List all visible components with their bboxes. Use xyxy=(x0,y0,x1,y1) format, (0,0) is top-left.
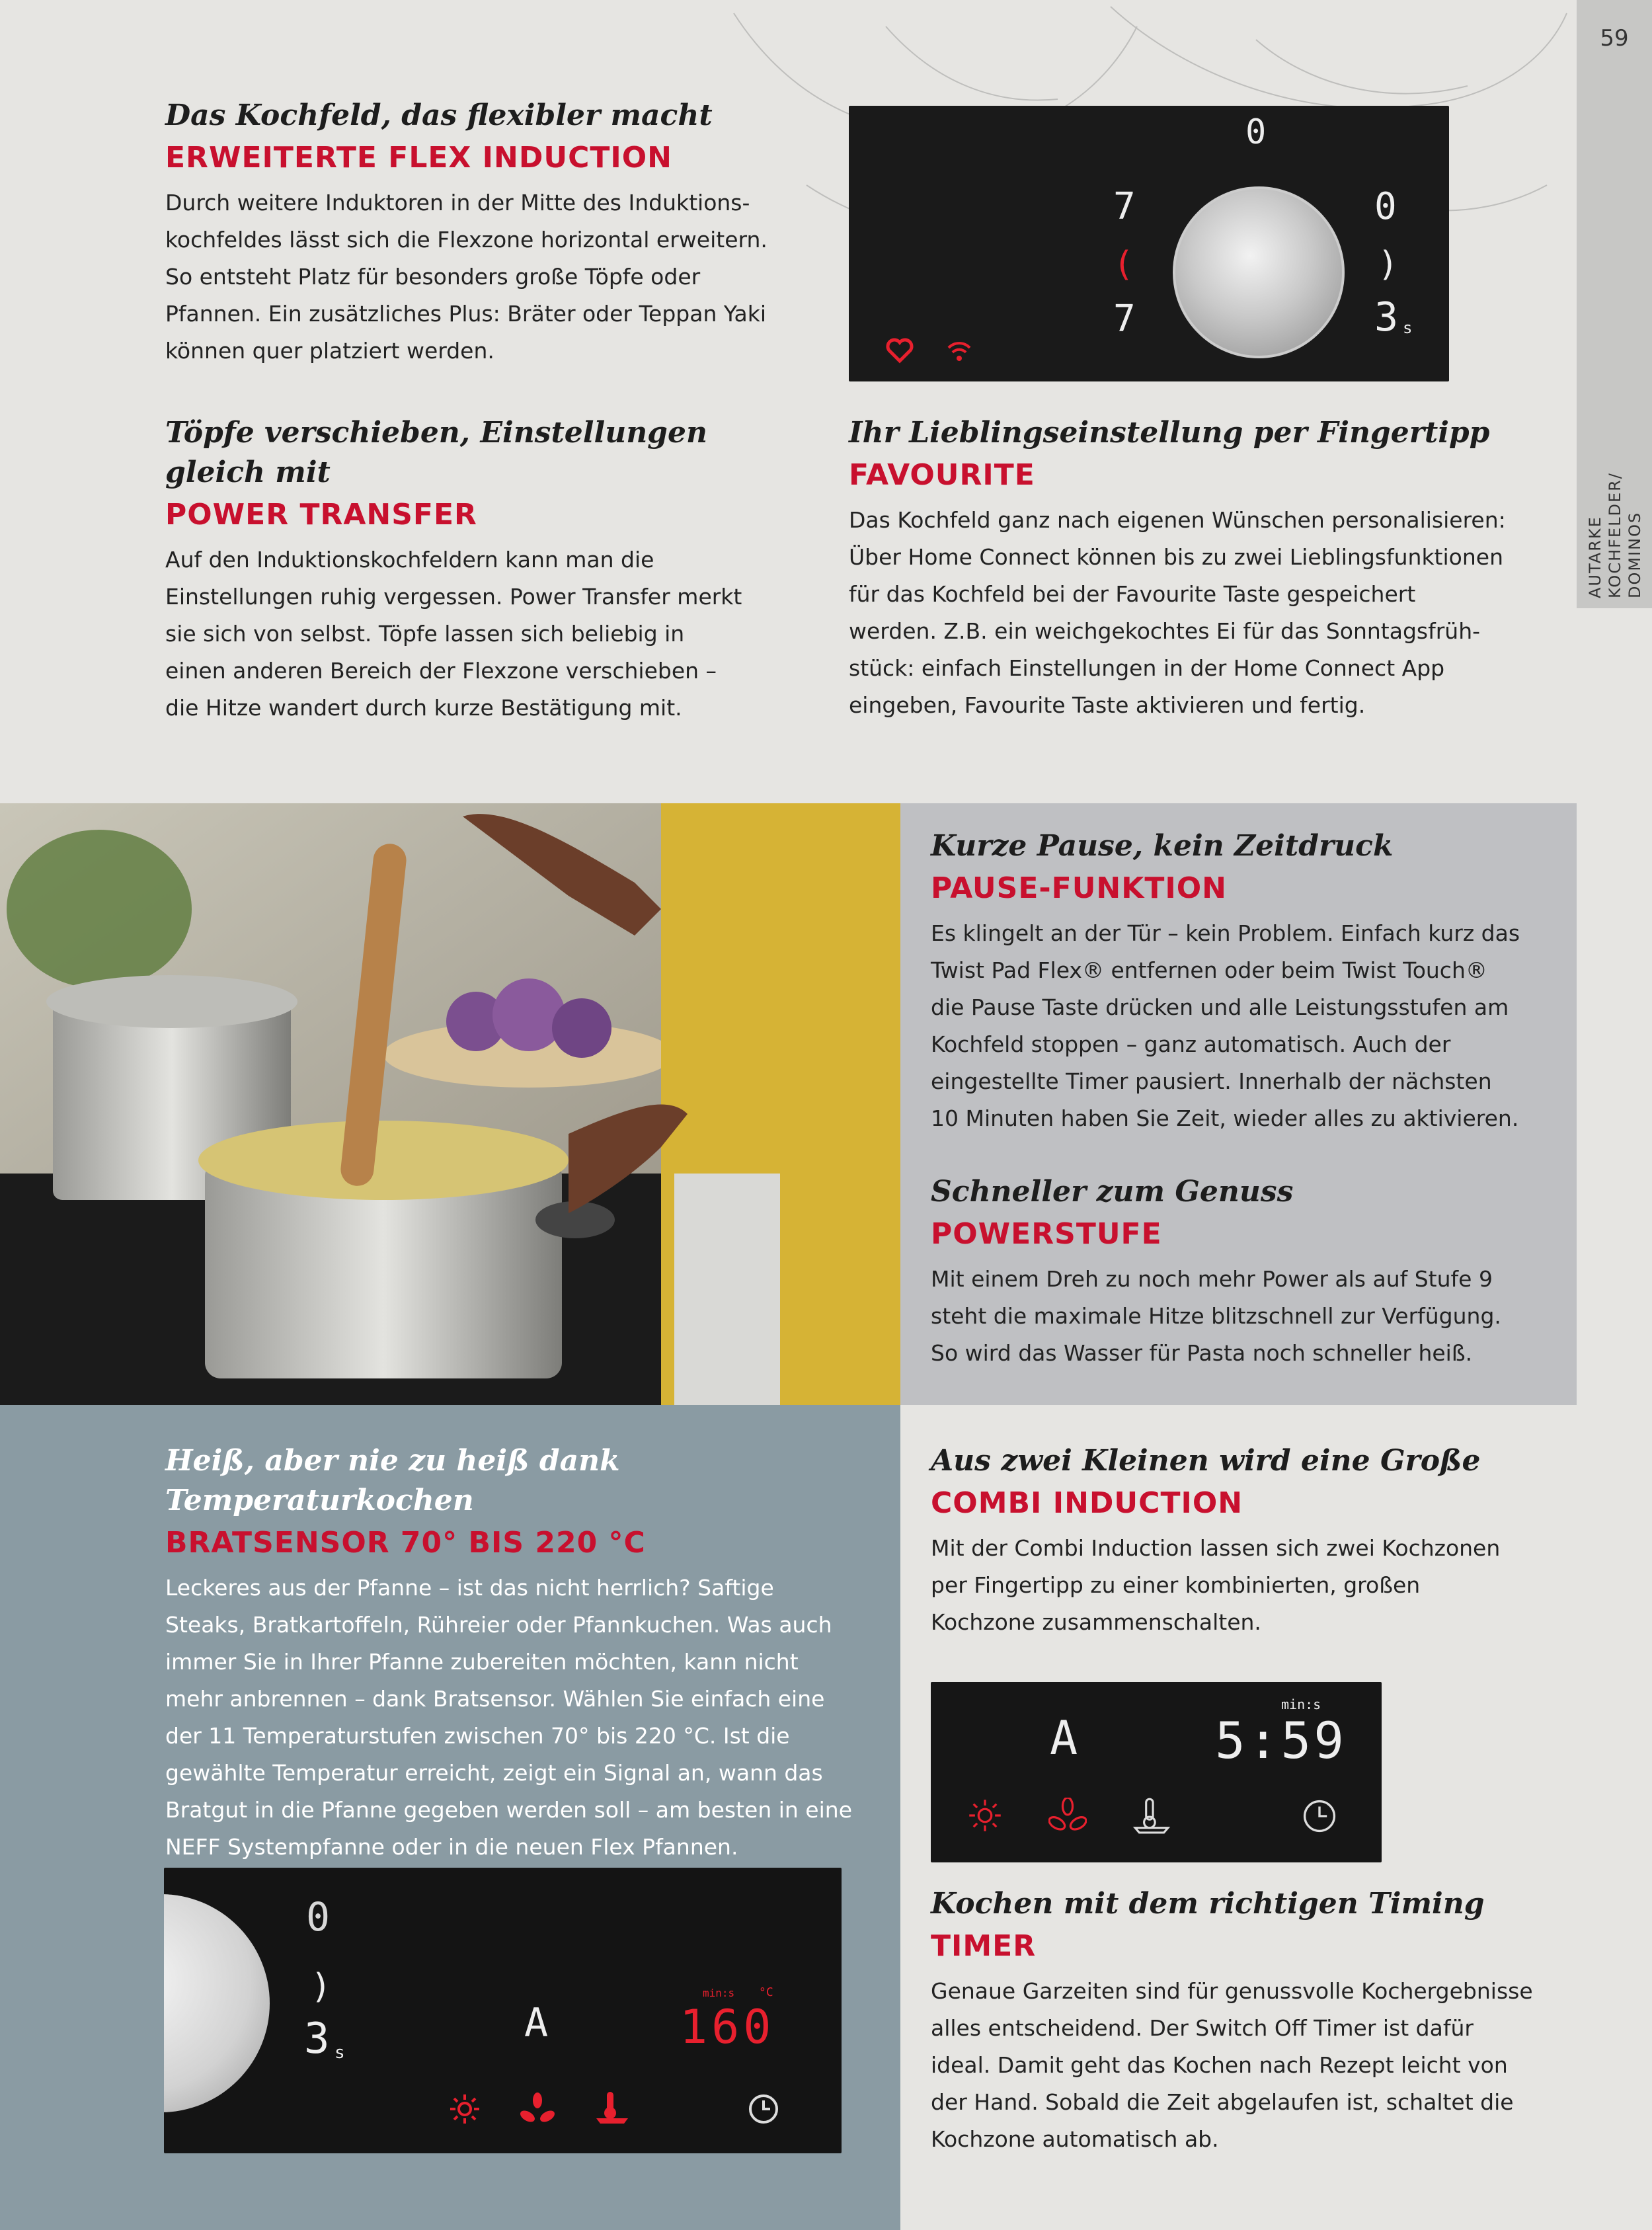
power-transfer-subtitle: Töpfe verschieben, Einstellungen gleich mit xyxy=(165,416,707,489)
powerstufe-body: Mit einem Dreh zu noch mehr Power als auf Stufe 9 steht die maximale Hitze blitzschnell zur Verfügung. So wird das Wasser für Pasta noch schneller heiß. xyxy=(931,1266,1501,1366)
bratsensor-top-digit: 0 xyxy=(306,1894,331,1940)
section-combi xyxy=(931,1441,1565,1641)
power-transfer-title: POWER TRANSFER xyxy=(165,498,477,532)
bratsensor-subtitle: Heiß, aber nie zu heiß dank Temperaturkochen xyxy=(165,1444,620,1517)
powerstufe-title: POWERSTUFE xyxy=(931,1217,1162,1251)
fan-icon xyxy=(1048,1798,1087,1833)
flex-subtitle: Das Kochfeld, das flexibler macht xyxy=(165,99,713,132)
bratsensor-display xyxy=(164,1868,842,2153)
pan-temperature-icon xyxy=(594,2089,631,2126)
section-power-transfer xyxy=(165,413,826,727)
combi-title: COMBI INDUCTION xyxy=(931,1486,1243,1520)
timer-mode: A xyxy=(1050,1711,1078,1765)
section-pause xyxy=(931,826,1565,1137)
section-bratsensor xyxy=(165,1441,886,1866)
bratsensor-body: Leckeres aus der Pfanne – ist das nicht herrlich? Saftige Steaks, Bratkartoffeln, Rühreier oder Pfannkuchen. Was auch immer Sie in Ihrer Pfanne zubereiten möchten, kann nicht mehr anbrennen – dank Bratsensor. Wählen Sie einfach eine der 11 Temperaturstufen zwischen 70° bis 220 °C. Ist die gewählte Temperatur erreicht, zeigt ein Signal an, wann das Bratgut in die Pfanne gegeben werden soll – am besten in eine NEFF Systempfanne oder in die neuen Flex Pfannen. xyxy=(165,1575,853,1860)
timer-title: TIMER xyxy=(931,1929,1037,1963)
side-tab-line-1: AUTARKE xyxy=(1586,516,1604,598)
side-tab-line-3: DOMINOS xyxy=(1626,511,1644,598)
power-transfer-body: Auf den Induktionskochfeldern kann man die Einstellungen ruhig vergessen. Power Transfer merkt sie sich von selbst. Töpfe lassen sich beliebig in einen anderen Bereich der Flexzone verschieben – die Hitze wandert durch kurze Bestätigung mit. xyxy=(165,547,742,721)
bratsensor-unit-left: min:s xyxy=(703,1987,735,1999)
pause-title: PAUSE-FUNKTION xyxy=(931,871,1227,905)
clock-icon xyxy=(747,2092,780,2126)
twist-pad-knob xyxy=(1173,186,1345,358)
bratsensor-title: BRATSENSOR 70° BIS 220 °C xyxy=(165,1526,646,1560)
favourite-subtitle: Ihr Lieblingseinstellung per Fingertipp xyxy=(849,416,1490,450)
combi-subtitle: Aus zwei Kleinen wird eine Große xyxy=(931,1444,1481,1478)
flex-title: ERWEITERTE FLEX INDUCTION xyxy=(165,141,673,175)
side-tab-label xyxy=(1585,202,1645,598)
timer-display xyxy=(931,1682,1382,1862)
timer-body: Genaue Garzeiten sind für genussvolle Kochergebnisse alles entscheidend. Der Switch Off Timer ist dafür ideal. Damit geht das Kochen nach Rezept leicht von der Hand. Sobald die Zeit abgelaufen ist, schaltet die Kochzone automatisch ab. xyxy=(931,1978,1533,2152)
flex-left-bot-digit: 7 xyxy=(1113,298,1136,340)
clock-icon xyxy=(1301,1798,1338,1835)
timer-time: 5:59 xyxy=(1215,1711,1347,1770)
heart-icon xyxy=(885,337,914,364)
flex-left-mid-digit: ( xyxy=(1113,245,1134,284)
favourite-title: FAVOURITE xyxy=(849,458,1035,492)
section-powerstufe xyxy=(931,1172,1565,1372)
flex-left-top-digit: 7 xyxy=(1113,185,1136,228)
fan-icon xyxy=(520,2092,555,2126)
flex-top-digit: 0 xyxy=(1245,112,1267,152)
pause-subtitle: Kurze Pause, kein Zeitdruck xyxy=(931,829,1394,863)
sun-icon xyxy=(448,2092,481,2126)
powerstufe-subtitle: Schneller zum Genuss xyxy=(931,1175,1294,1209)
bratsensor-bot-suffix: s xyxy=(334,2043,345,2063)
combi-body: Mit der Combi Induction lassen sich zwei Kochzonen per Fingertipp zu einer kombinierten, großen Kochzone zusammenschalten. xyxy=(931,1535,1501,1635)
bratsensor-mid-digit: ) xyxy=(311,1967,332,2007)
cooking-photo xyxy=(0,803,900,1405)
side-tab-line-2: KOCHFELDER/ xyxy=(1606,472,1624,598)
bratsensor-mode: A xyxy=(524,2000,549,2046)
flex-right-bot-suffix: s xyxy=(1403,319,1413,337)
flex-right-mid-digit: ) xyxy=(1378,245,1399,284)
bratsensor-temperature: 160 xyxy=(680,2000,775,2054)
page-number: 59 xyxy=(1600,25,1629,52)
pan-knob xyxy=(164,1894,270,2112)
section-favourite xyxy=(849,413,1563,724)
section-timer xyxy=(931,1884,1565,2158)
favourite-body: Das Kochfeld ganz nach eigenen Wünschen personalisieren: Über Home Connect können bis zu zwei Lieblingsfunktionen für das Kochfeld bei der Favourite Taste gespeichert werden. Z.B. ein weichgekochtes Ei für das Sonntagsfrüh- stück: einfach Einstellungen in der Home Connect App eingeben, Favourite Taste aktivieren und fertig. xyxy=(849,507,1506,718)
bratsensor-bot-digit: 3 xyxy=(304,2014,330,2063)
pause-body: Es klingelt an der Tür – kein Problem. Einfach kurz das Twist Pad Flex® entfernen oder beim Twist Touch® die Pause Taste drücken und alle Leistungsstufen am Kochfeld stoppen – ganz automatisch. Auch der eingestellte Timer pausiert. Innerhalb der nächsten 10 Minuten haben Sie Zeit, wieder alles zu aktivieren. xyxy=(931,920,1520,1131)
pan-temperature-icon xyxy=(1132,1796,1171,1835)
timer-unit: min:s xyxy=(1281,1696,1321,1712)
wifi-icon xyxy=(945,337,974,364)
flex-right-top-digit: 0 xyxy=(1374,185,1397,228)
flex-induction-display xyxy=(849,106,1449,381)
section-flex-induction xyxy=(165,96,826,370)
bratsensor-unit-right: °C xyxy=(759,1985,773,1999)
flex-body: Durch weitere Induktoren in der Mitte des Induktions- kochfeldes lässt sich die Flexzone horizontal erweitern. So entsteht Platz für besonders große Töpfe oder Pfannen. Ein zusätzliches Plus: Bräter oder Teppan Yaki können quer platziert werden. xyxy=(165,190,767,364)
timer-subtitle: Kochen mit dem richtigen Timing xyxy=(931,1887,1485,1921)
flex-right-bot-digit: 3 xyxy=(1374,294,1399,340)
sun-icon xyxy=(967,1798,1003,1833)
